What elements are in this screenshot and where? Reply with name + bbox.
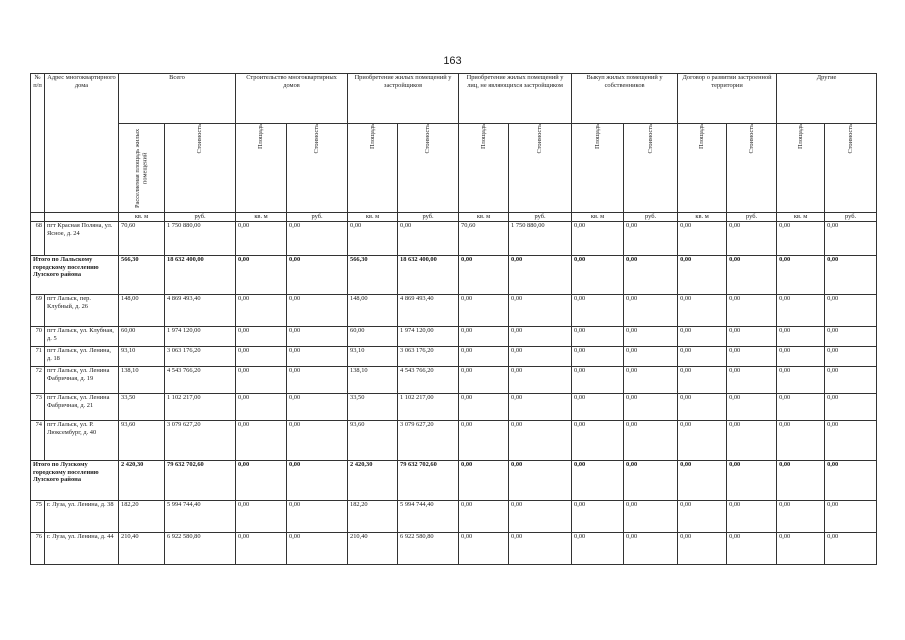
table-row <box>31 327 877 347</box>
resettlement-table <box>30 73 877 565</box>
area-cell: 0,00 <box>459 501 509 533</box>
area-cell: 0,00 <box>572 327 624 347</box>
cost-cell: 0,00 <box>727 256 777 295</box>
header-group-total: Всего <box>119 74 236 124</box>
area-cell: 0,00 <box>678 533 727 565</box>
cost-cell: 0,00 <box>727 347 777 367</box>
table-body <box>31 222 877 565</box>
cost-cell: 0,00 <box>624 533 678 565</box>
row-address: г. Луза, ул. Ленина, д. 44 <box>45 533 119 565</box>
area-cell: 0,00 <box>236 501 287 533</box>
table-row <box>31 347 877 367</box>
subheader-area: Площадь <box>348 124 398 213</box>
cost-cell: 0,00 <box>509 295 572 327</box>
subtotal-row <box>31 461 877 501</box>
row-address: пгт Красная Поляна, ул. Ясное, д. 24 <box>45 222 119 256</box>
area-cell: 0,00 <box>572 222 624 256</box>
area-cell: 0,00 <box>236 421 287 461</box>
row-number: 74 <box>31 421 45 461</box>
cost-cell: 0,00 <box>624 501 678 533</box>
cost-cell: 4 543 766,20 <box>398 367 459 394</box>
cost-cell: 0,00 <box>624 461 678 501</box>
area-cell: 0,00 <box>459 533 509 565</box>
unit-area: кв. м <box>119 213 165 222</box>
area-cell: 0,00 <box>572 367 624 394</box>
area-cell: 566,30 <box>119 256 165 295</box>
cost-cell: 0,00 <box>509 501 572 533</box>
area-cell: 60,00 <box>348 327 398 347</box>
area-cell: 70,60 <box>119 222 165 256</box>
area-cell: 148,00 <box>119 295 165 327</box>
header-group-purchase-non-developers: Приобретение жилых помещений у лиц, не являющихся застройщиком <box>459 74 572 124</box>
cost-cell: 0,00 <box>727 421 777 461</box>
area-cell: 138,10 <box>119 367 165 394</box>
cost-cell: 0,00 <box>825 295 877 327</box>
cost-cell: 0,00 <box>509 367 572 394</box>
header-row-subcolumns <box>31 124 877 213</box>
subtotal-row <box>31 256 877 295</box>
area-cell: 0,00 <box>459 327 509 347</box>
table-row <box>31 501 877 533</box>
cost-cell: 0,00 <box>624 295 678 327</box>
area-cell: 0,00 <box>678 327 727 347</box>
area-cell: 33,50 <box>119 394 165 421</box>
unit-area: кв. м <box>348 213 398 222</box>
cost-cell: 0,00 <box>624 394 678 421</box>
cost-cell: 0,00 <box>825 367 877 394</box>
cost-cell: 5 994 744,40 <box>398 501 459 533</box>
area-cell: 0,00 <box>777 367 825 394</box>
area-cell: 138,10 <box>348 367 398 394</box>
row-number: 70 <box>31 327 45 347</box>
table-row <box>31 394 877 421</box>
area-cell: 0,00 <box>572 501 624 533</box>
cost-cell: 0,00 <box>727 533 777 565</box>
cost-cell: 0,00 <box>287 461 348 501</box>
area-cell: 0,00 <box>777 421 825 461</box>
area-cell: 0,00 <box>236 394 287 421</box>
area-cell: 0,00 <box>459 256 509 295</box>
area-cell: 0,00 <box>572 394 624 421</box>
area-cell: 182,20 <box>348 501 398 533</box>
header-group-other: Другие <box>777 74 877 124</box>
cost-cell: 0,00 <box>287 421 348 461</box>
row-number: 73 <box>31 394 45 421</box>
area-cell: 0,00 <box>459 461 509 501</box>
cost-cell: 4 869 493,40 <box>398 295 459 327</box>
cost-cell: 0,00 <box>727 461 777 501</box>
cost-cell: 0,00 <box>825 222 877 256</box>
row-address: пгт Лальск, пер. Клубный, д. 26 <box>45 295 119 327</box>
subheader-cost: Стоимость <box>825 124 877 213</box>
unit-area: кв. м <box>236 213 287 222</box>
area-cell: 0,00 <box>572 533 624 565</box>
header-address: Адрес многоквартирного дома <box>45 74 119 213</box>
page-number: 163 <box>443 55 462 67</box>
cost-cell: 0,00 <box>727 327 777 347</box>
unit-area: кв. м <box>572 213 624 222</box>
row-number: 75 <box>31 501 45 533</box>
area-cell: 0,00 <box>678 501 727 533</box>
area-cell: 93,10 <box>119 347 165 367</box>
subtotal-label: Итого по Лузскому городскому поселению Лузского района <box>31 461 119 501</box>
cost-cell: 1 974 120,00 <box>398 327 459 347</box>
subheader-area: Площадь <box>459 124 509 213</box>
cost-cell: 0,00 <box>727 295 777 327</box>
area-cell: 0,00 <box>678 295 727 327</box>
unit-cost: руб. <box>727 213 777 222</box>
unit-cost: руб. <box>165 213 236 222</box>
row-address: пгт Лальск, ул. Ленина, д. 18 <box>45 347 119 367</box>
area-cell: 0,00 <box>678 394 727 421</box>
area-cell: 0,00 <box>572 461 624 501</box>
cost-cell: 0,00 <box>624 421 678 461</box>
area-cell: 0,00 <box>777 461 825 501</box>
area-cell: 0,00 <box>777 222 825 256</box>
area-cell: 2 420,30 <box>119 461 165 501</box>
cost-cell: 0,00 <box>287 327 348 347</box>
cost-cell: 18 632 400,00 <box>398 256 459 295</box>
row-address: пгт Лальск, ул. Ленина Фабричная, д. 21 <box>45 394 119 421</box>
area-cell: 33,50 <box>348 394 398 421</box>
area-cell: 0,00 <box>459 394 509 421</box>
header-group-purchase-developers: Приобретение жилых помещений у застройщиков <box>348 74 459 124</box>
area-cell: 210,40 <box>348 533 398 565</box>
cost-cell: 0,00 <box>727 394 777 421</box>
cost-cell: 3 063 176,20 <box>165 347 236 367</box>
table-row <box>31 222 877 256</box>
cost-cell: 0,00 <box>624 256 678 295</box>
area-cell: 210,40 <box>119 533 165 565</box>
row-number: 72 <box>31 367 45 394</box>
subheader-area: Площадь <box>572 124 624 213</box>
cost-cell: 0,00 <box>825 501 877 533</box>
cost-cell: 0,00 <box>825 461 877 501</box>
area-cell: 0,00 <box>777 256 825 295</box>
row-address: пгт Лальск, ул. Ленина Фабричная, д. 19 <box>45 367 119 394</box>
area-cell: 0,00 <box>459 421 509 461</box>
table-row <box>31 367 877 394</box>
subtotal-label: Итого по Лальскому городскому поселению Лузского района <box>31 256 119 295</box>
unit-cell-empty <box>45 213 119 222</box>
cost-cell: 1 750 880,00 <box>165 222 236 256</box>
area-cell: 0,00 <box>678 367 727 394</box>
cost-cell: 0,00 <box>825 256 877 295</box>
area-cell: 182,20 <box>119 501 165 533</box>
area-cell: 0,00 <box>236 533 287 565</box>
cost-cell: 0,00 <box>287 533 348 565</box>
cost-cell: 0,00 <box>624 327 678 347</box>
subheader-area: Площадь <box>678 124 727 213</box>
cost-cell: 0,00 <box>727 367 777 394</box>
row-number: 68 <box>31 222 45 256</box>
area-cell: 0,00 <box>236 327 287 347</box>
area-cell: 0,00 <box>678 222 727 256</box>
unit-cost: руб. <box>509 213 572 222</box>
area-cell: 0,00 <box>236 367 287 394</box>
cost-cell: 0,00 <box>287 394 348 421</box>
area-cell: 0,00 <box>572 256 624 295</box>
area-cell: 0,00 <box>348 222 398 256</box>
cost-cell: 0,00 <box>624 222 678 256</box>
cost-cell: 0,00 <box>287 295 348 327</box>
cost-cell: 0,00 <box>727 501 777 533</box>
row-address: пгт Лальск, ул. Клубная, д. 5 <box>45 327 119 347</box>
cost-cell: 1 102 217,00 <box>398 394 459 421</box>
cost-cell: 0,00 <box>825 327 877 347</box>
cost-cell: 5 994 744,40 <box>165 501 236 533</box>
subheader-cost: Стоимость <box>509 124 572 213</box>
row-number: 69 <box>31 295 45 327</box>
area-cell: 0,00 <box>777 533 825 565</box>
subheader-cost: Стоимость <box>165 124 236 213</box>
area-cell: 0,00 <box>459 367 509 394</box>
area-cell: 0,00 <box>678 421 727 461</box>
cost-cell: 1 974 120,00 <box>165 327 236 347</box>
area-cell: 93,10 <box>348 347 398 367</box>
subheader-cost: Стоимость <box>727 124 777 213</box>
cost-cell: 0,00 <box>398 222 459 256</box>
cost-cell: 18 632 400,00 <box>165 256 236 295</box>
cost-cell: 0,00 <box>509 256 572 295</box>
area-cell: 0,00 <box>236 461 287 501</box>
area-cell: 0,00 <box>459 347 509 367</box>
cost-cell: 0,00 <box>825 533 877 565</box>
unit-cost: руб. <box>398 213 459 222</box>
area-cell: 0,00 <box>572 295 624 327</box>
row-address: г. Луза, ул. Ленина, д. 38 <box>45 501 119 533</box>
area-cell: 0,00 <box>777 327 825 347</box>
area-cell: 70,60 <box>459 222 509 256</box>
subheader-cost: Стоимость <box>287 124 348 213</box>
cost-cell: 0,00 <box>287 347 348 367</box>
cost-cell: 0,00 <box>509 327 572 347</box>
cost-cell: 0,00 <box>624 347 678 367</box>
cost-cell: 0,00 <box>287 222 348 256</box>
header-group-territory-development: Договор о развитии застроенной территории <box>678 74 777 124</box>
area-cell: 0,00 <box>777 295 825 327</box>
unit-cost: руб. <box>287 213 348 222</box>
area-cell: 0,00 <box>777 394 825 421</box>
table-row <box>31 421 877 461</box>
subheader-area: Площадь <box>777 124 825 213</box>
header-num: № п/п <box>31 74 45 213</box>
unit-cost: руб. <box>825 213 877 222</box>
area-cell: 0,00 <box>236 295 287 327</box>
cost-cell: 1 102 217,00 <box>165 394 236 421</box>
cost-cell: 0,00 <box>825 394 877 421</box>
row-number: 76 <box>31 533 45 565</box>
area-cell: 0,00 <box>236 347 287 367</box>
cost-cell: 0,00 <box>287 256 348 295</box>
unit-cell-empty <box>31 213 45 222</box>
cost-cell: 3 063 176,20 <box>398 347 459 367</box>
area-cell: 148,00 <box>348 295 398 327</box>
cost-cell: 79 632 702,60 <box>398 461 459 501</box>
cost-cell: 0,00 <box>509 533 572 565</box>
row-number: 71 <box>31 347 45 367</box>
cost-cell: 3 079 627,20 <box>398 421 459 461</box>
table-row <box>31 533 877 565</box>
cost-cell: 0,00 <box>727 222 777 256</box>
area-cell: 93,60 <box>348 421 398 461</box>
cost-cell: 1 750 880,00 <box>509 222 572 256</box>
subheader-area: Площадь <box>236 124 287 213</box>
unit-cost: руб. <box>624 213 678 222</box>
area-cell: 0,00 <box>572 421 624 461</box>
area-cell: 0,00 <box>678 256 727 295</box>
cost-cell: 3 079 627,20 <box>165 421 236 461</box>
area-cell: 93,60 <box>119 421 165 461</box>
cost-cell: 0,00 <box>287 367 348 394</box>
cost-cell: 0,00 <box>509 461 572 501</box>
header-group-construction: Строительство многоквартирных домов <box>236 74 348 124</box>
area-cell: 0,00 <box>236 256 287 295</box>
subheader-cost: Стоимость <box>624 124 678 213</box>
unit-area: кв. м <box>459 213 509 222</box>
cost-cell: 6 922 580,80 <box>165 533 236 565</box>
table-row <box>31 295 877 327</box>
cost-cell: 0,00 <box>624 367 678 394</box>
area-cell: 0,00 <box>678 347 727 367</box>
area-cell: 566,30 <box>348 256 398 295</box>
cost-cell: 6 922 580,80 <box>398 533 459 565</box>
unit-area: кв. м <box>678 213 727 222</box>
area-cell: 2 420,30 <box>348 461 398 501</box>
cost-cell: 0,00 <box>825 347 877 367</box>
units-row <box>31 213 877 222</box>
row-address: пгт Лальск, ул. Р. Люксембург, д. 40 <box>45 421 119 461</box>
header-group-buyout: Выкуп жилых помещений у собственников <box>572 74 678 124</box>
area-cell: 0,00 <box>678 461 727 501</box>
header-row-groups <box>31 74 877 124</box>
unit-area: кв. м <box>777 213 825 222</box>
area-cell: 0,00 <box>777 347 825 367</box>
cost-cell: 0,00 <box>825 421 877 461</box>
area-cell: 0,00 <box>572 347 624 367</box>
cost-cell: 0,00 <box>509 347 572 367</box>
cost-cell: 4 543 766,20 <box>165 367 236 394</box>
subheader-resettled-area: Расселяемая площадь жилых помещений <box>119 124 165 213</box>
area-cell: 0,00 <box>459 295 509 327</box>
area-cell: 0,00 <box>236 222 287 256</box>
cost-cell: 0,00 <box>509 421 572 461</box>
cost-cell: 4 869 493,40 <box>165 295 236 327</box>
subheader-cost: Стоимость <box>398 124 459 213</box>
cost-cell: 0,00 <box>509 394 572 421</box>
area-cell: 0,00 <box>777 501 825 533</box>
cost-cell: 0,00 <box>287 501 348 533</box>
area-cell: 60,00 <box>119 327 165 347</box>
cost-cell: 79 632 702,60 <box>165 461 236 501</box>
